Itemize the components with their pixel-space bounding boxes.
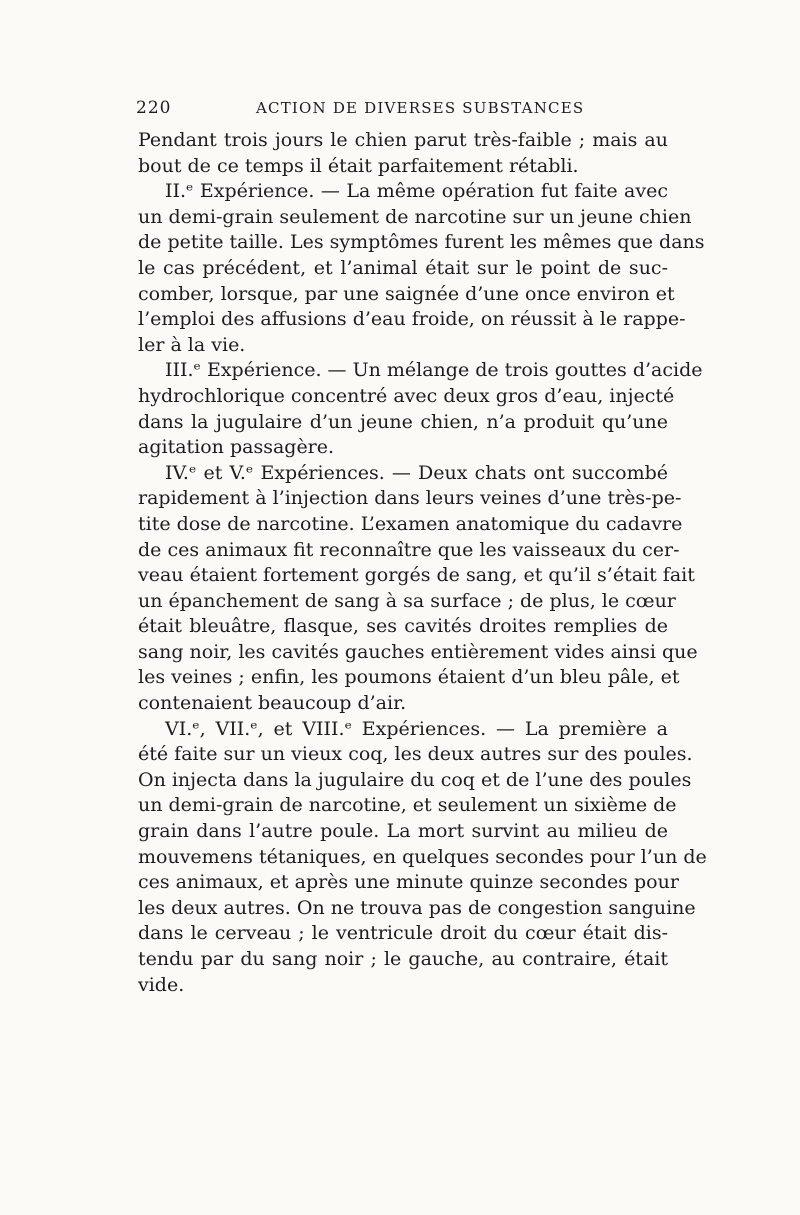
text-line: IV.ᵉ et V.ᵉ Expériences. — Deux chats ont succombé [165, 461, 668, 484]
text-line: les veines ; enfin, les poumons étaient d’un bleu pâle, et [138, 666, 680, 689]
text-line: mouvemens tétaniques, en quelques secondes pour l’un de [138, 845, 707, 868]
text-line: de ces animaux fit reconnaître que les vaisseaux du cer- [138, 538, 680, 561]
text-line: hydrochlorique concentré avec deux gros d’eau, injecté [138, 384, 675, 407]
text-line: tite dose de narcotine. L’examen anatomique du cadavre [138, 512, 683, 535]
text-line: Pendant trois jours le chien parut très-faible ; mais au [138, 129, 668, 151]
text-line: tendu par du sang noir ; le gauche, au contraire, était [138, 948, 668, 970]
text-line: vide. [138, 973, 185, 996]
text-line: grain dans l’autre poule. La mort survint au milieu de [138, 820, 668, 843]
text-line: dans la jugulaire d’un jeune chien, n’a produit qu’une [138, 410, 668, 433]
text-line: le cas précédent, et l’animal était sur le point de suc- [138, 256, 668, 279]
page-body [138, 128, 707, 998]
text-line: les deux autres. On ne trouva pas de congestion sanguine [138, 896, 696, 919]
text-line: ces animaux, et après une minute quinze secondes pour [138, 871, 679, 894]
running-head: ACTION DE DIVERSES SUBSTANCES [256, 99, 585, 117]
text-line: comber, lorsque, par une saignée d’une once environ et [138, 282, 675, 305]
page-header [136, 98, 666, 122]
text-line: VI.ᵉ, VII.ᵉ, et VIII.ᵉ Expériences. — La première a [165, 717, 668, 740]
text-line: était bleuâtre, flasque, ses cavités droites remplies de [138, 615, 668, 638]
text-line: dans le cerveau ; le ventricule droit du cœur était dis- [138, 922, 668, 945]
text-line: un épanchement de sang à sa surface ; de plus, le cœur [138, 589, 676, 612]
page-number: 220 [136, 98, 172, 118]
text-line: un demi-grain seulement de narcotine sur un jeune chien [138, 205, 692, 228]
text-line: sang noir, les cavités gauches entièrement vides ainsi que [138, 640, 698, 663]
text-line: l’emploi des affusions d’eau froide, on réussit à le rappe- [138, 308, 686, 331]
text-line: agitation passagère. [138, 436, 335, 459]
text-line: ler à la vie. [138, 333, 246, 356]
text-line: de petite taille. Les symptômes furent les mêmes que dans [138, 231, 705, 254]
text-line: II.ᵉ Expérience. — La même opération fut faite avec [165, 180, 668, 203]
text-line: contenaient beaucoup d’air. [138, 692, 407, 715]
text-line: rapidement à l’injection dans leurs veines d’une très-pe- [138, 487, 682, 510]
text-line: été faite sur un vieux coq, les deux autres sur des poules. [138, 743, 693, 766]
text-line: III.ᵉ Expérience. — Un mélange de trois gouttes d’acide [165, 359, 703, 382]
text-line: un demi-grain de narcotine, et seulement un sixième de [138, 794, 677, 817]
text-line: On injecta dans la jugulaire du coq et de l’une des poules [138, 768, 692, 791]
text-line: bout de ce temps il était parfaitement rétabli. [138, 154, 579, 177]
text-line: veau étaient fortement gorgés de sang, et qu’il s’était fait [138, 564, 695, 587]
